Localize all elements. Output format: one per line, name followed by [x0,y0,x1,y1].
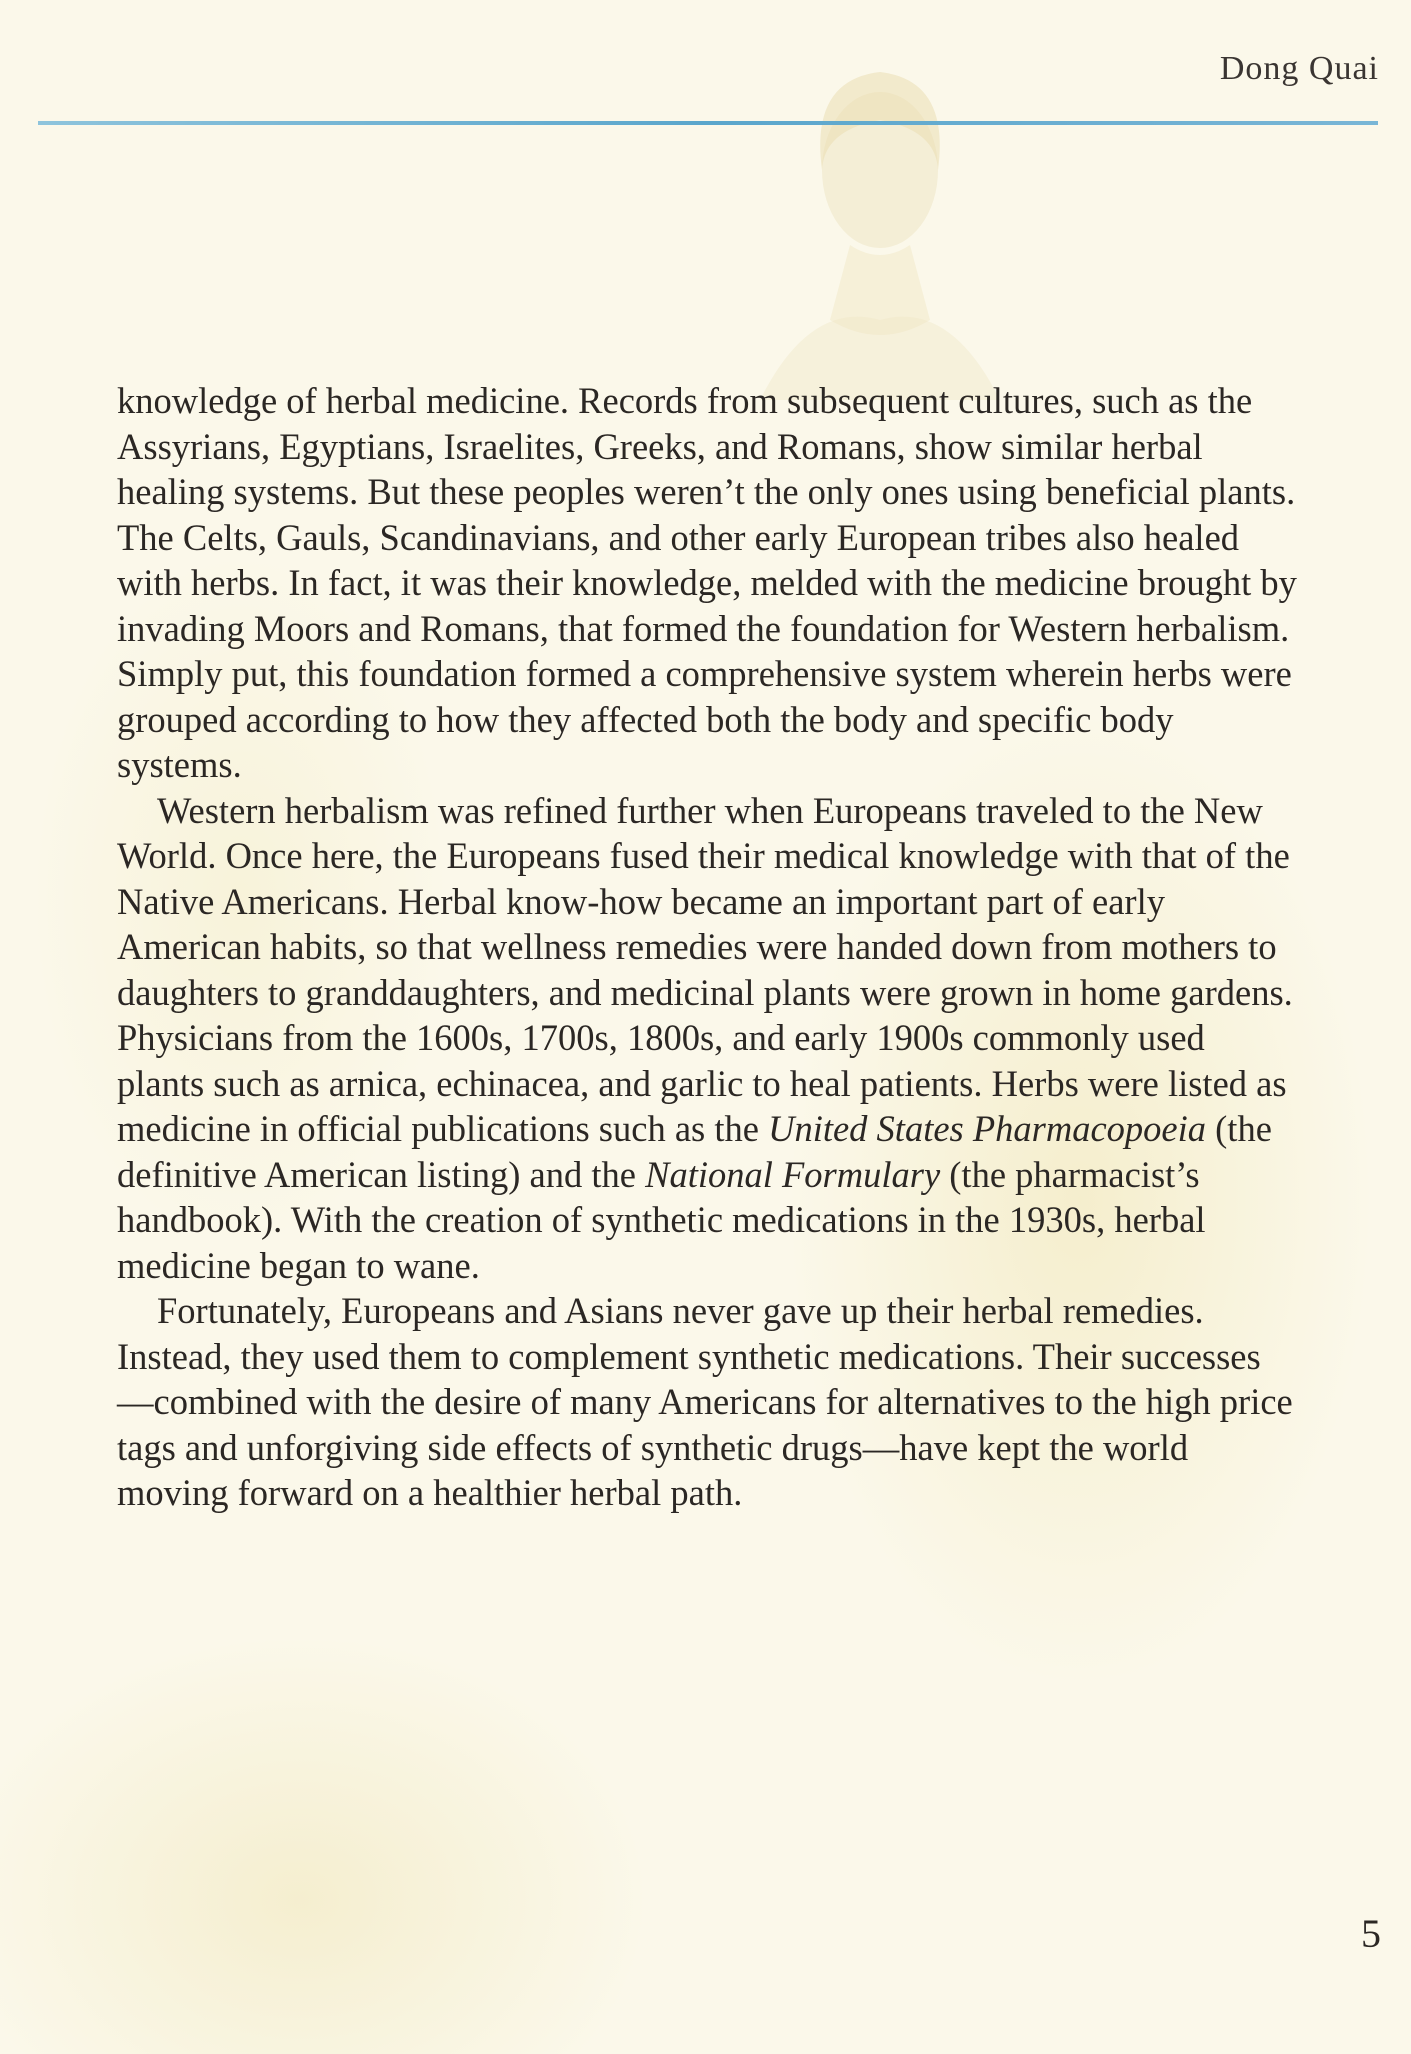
paragraph-2 [117,788,1297,1289]
faded-figure-watermark [700,20,1060,400]
paragraph-3: Fortunately, Europeans and Asians never gave up their herbal remedies. Instead, they used them to complement synthetic medications. Their successes—combined with the desire of many Americans for alternatives to the high price tags and unforgiving side effects of synthetic drugs—have kept the world moving forward on a healthier herbal path. [117,1290,1293,1513]
publication-title-usp: United States Pharmacopoeia [768,1108,1207,1149]
running-head-title: Dong Quai [1219,50,1379,87]
paragraph-2-text-b: (the definitive American listing) and the [117,1108,1272,1195]
page-number: 5 [1361,1911,1381,1956]
header-rule [38,121,1378,125]
publication-title-nf: National Formulary [645,1153,941,1195]
paragraph-2-text-a: Western herbalism was refined further when Europeans traveled to the New World. Once here, the Europeans fused their medical knowledge with that of the Native Americans. Herbal know-how became an important part of early American habits, so that wellness remedies were handed down from mothers to daughters to granddaughters, and medicinal plants were grown in home gardens. Physicians from the 1600s, 1700s, 1800s, and early 1900s commonly used plants such as arnica, echinacea, and garlic to heal patients. Herbs were listed as medicine in official publications such as the [117,789,1293,1149]
paragraph-1: knowledge of herbal medicine. Records from subsequent cultures, such as the Assyrians, Egyptians, Israelites, Greeks, and Romans, show similar herbal healing systems. But these peoples weren’t the only ones using beneficial plants. The Celts, Gauls, Scandinavians, and other early European tribes also healed with herbs. In fact, it was their knowledge, melded with the medicine brought by invading Moors and Romans, that formed the foundation for Western herbalism. Simply put, this foundation formed a comprehensive system wherein herbs were grouped according to how they affected both the body and specific body systems. [117,380,1297,785]
main-text [117,378,1297,1516]
paragraph-2-text-c: (the pharmacist’s handbook). With the creation of synthetic medications in the 1930s, herbal medicine began to wane. [117,1153,1206,1286]
